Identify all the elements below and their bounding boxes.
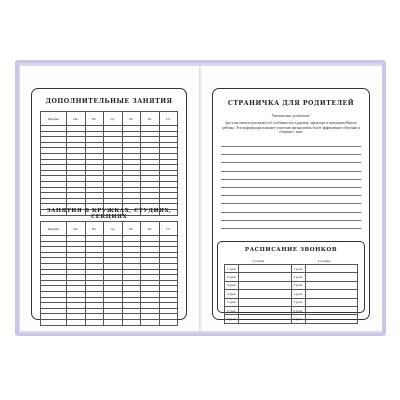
writing-line[interactable]	[221, 146, 361, 147]
right-page	[202, 66, 382, 331]
additional-classes-col-header: Вт.	[85, 112, 104, 126]
lesson-label: 4 урок	[225, 290, 239, 298]
bell-row	[225, 298, 358, 306]
lesson-label: 6 урок	[225, 306, 239, 314]
clubs-cell[interactable]	[159, 319, 178, 325]
lesson-label: 2 урок	[225, 273, 239, 281]
bell-row	[225, 281, 358, 289]
lesson-time-cell[interactable]	[305, 265, 358, 273]
bell-schedule-frame	[217, 241, 365, 322]
lesson-label: 3 урок	[291, 281, 305, 289]
lesson-label: 1 урок	[291, 265, 305, 273]
writing-line[interactable]	[221, 220, 361, 221]
clubs-col-header: Сб.	[159, 222, 178, 236]
writing-line[interactable]	[221, 228, 361, 229]
clubs-cell[interactable]	[85, 319, 104, 325]
writing-line[interactable]	[221, 171, 361, 172]
writing-line[interactable]	[221, 162, 361, 163]
additional-classes-col-header: Ср.	[104, 112, 123, 126]
lesson-time-cell[interactable]	[239, 290, 292, 298]
clubs-col-header: Ср.	[104, 222, 123, 236]
lesson-label: 7 урок	[225, 315, 239, 323]
bell-row	[225, 265, 358, 273]
additional-classes-col-header: Пн.	[67, 112, 86, 126]
clubs-col-header: Предмет	[41, 222, 67, 236]
lesson-time-cell[interactable]	[239, 265, 292, 273]
writing-line[interactable]	[221, 212, 361, 213]
parents-page-title: СТРАНИЧКА ДЛЯ РОДИТЕЛЕЙ	[227, 100, 355, 107]
additional-classes-col-header: Пт.	[141, 112, 160, 126]
lesson-label: 4 урок	[291, 290, 305, 298]
lesson-time-cell[interactable]	[239, 315, 292, 323]
writing-line[interactable]	[221, 195, 361, 196]
bell-schedule-title: РАСПИСАНИЕ ЗВОНКОВ	[244, 247, 338, 253]
lesson-time-cell[interactable]	[305, 273, 358, 281]
clubs-col-header: Пн.	[67, 222, 86, 236]
lesson-label: 5 урок	[291, 298, 305, 306]
writing-line[interactable]	[221, 187, 361, 188]
left-page-frame	[31, 88, 187, 320]
clubs-col-header: Пт.	[141, 222, 160, 236]
parents-greeting: Уважаемые родители!	[271, 113, 311, 118]
lesson-label: 7 урок	[291, 315, 305, 323]
writing-line[interactable]	[221, 179, 361, 180]
clubs-col-header: Вт.	[85, 222, 104, 236]
clubs-cell[interactable]	[67, 319, 86, 325]
bell-row	[225, 315, 358, 323]
additional-classes-col-header: Предмет	[41, 112, 67, 126]
lesson-time-cell[interactable]	[239, 273, 292, 281]
lesson-label: 3 урок	[225, 281, 239, 289]
shift1-header: 1-я смена	[251, 259, 265, 263]
lesson-label: 2 урок	[291, 273, 305, 281]
lesson-label: 6 урок	[291, 306, 305, 314]
lesson-time-cell[interactable]	[305, 281, 358, 289]
lesson-label: 5 урок	[225, 298, 239, 306]
additional-classes-col-header: Чт.	[122, 112, 141, 126]
lesson-time-cell[interactable]	[239, 306, 292, 314]
additional-classes-title: ДОПОЛНИТЕЛЬНЫЕ ЗАНЯТИЯ	[45, 98, 173, 105]
bell-schedule-table	[224, 258, 358, 324]
right-page-frame	[212, 88, 370, 320]
lesson-time-cell[interactable]	[239, 281, 292, 289]
lesson-label: 1 урок	[225, 265, 239, 273]
clubs-cell[interactable]	[122, 319, 141, 325]
lesson-time-cell[interactable]	[305, 315, 358, 323]
writing-line[interactable]	[221, 154, 361, 155]
lesson-time-cell[interactable]	[305, 306, 358, 314]
parents-note: Здесь вы можете рассказать об особенностях здоровья, характера и поведения Вашего ребенка. Эта информация поможет учителям организовать более эффективное обучение и общение с ним.	[222, 121, 360, 135]
bell-row	[225, 273, 358, 281]
additional-classes-table	[40, 111, 178, 216]
clubs-cell[interactable]	[41, 319, 67, 325]
lesson-time-cell[interactable]	[305, 298, 358, 306]
clubs-row	[41, 319, 178, 325]
shift2-header: 2-я смена	[317, 259, 331, 263]
lesson-time-cell[interactable]	[239, 298, 292, 306]
bell-row	[225, 290, 358, 298]
clubs-col-header: Чт.	[122, 222, 141, 236]
lesson-time-cell[interactable]	[305, 290, 358, 298]
clubs-cell[interactable]	[141, 319, 160, 325]
clubs-table	[40, 221, 178, 326]
clubs-cell[interactable]	[104, 319, 123, 325]
bell-row	[225, 306, 358, 314]
left-page	[20, 66, 200, 331]
writing-line[interactable]	[221, 203, 361, 204]
clubs-title: ЗАНЯТИЯ В КРУЖКАХ, СТУДИЯХ, СЕКЦИЯХ	[46, 208, 172, 220]
additional-classes-col-header: Сб.	[159, 112, 178, 126]
